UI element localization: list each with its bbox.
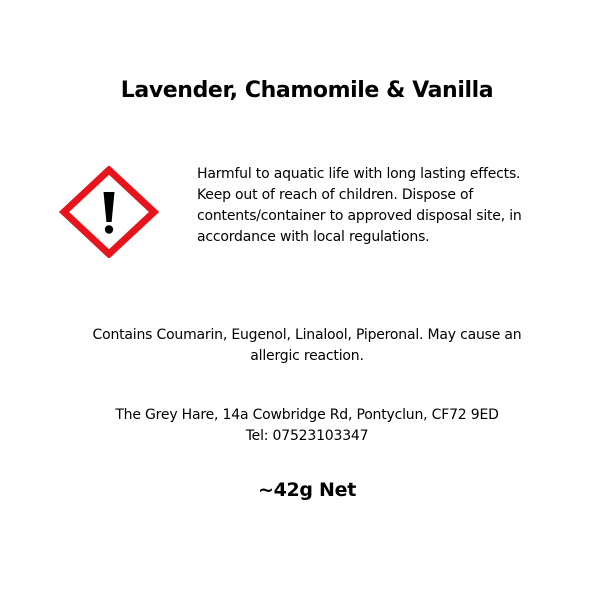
net-weight: ~42g Net bbox=[257, 479, 357, 501]
exclamation-mark-hazard-icon bbox=[58, 166, 160, 258]
allergen-line: allergic reaction. bbox=[250, 348, 364, 364]
address-line: The Grey Hare, 14a Cowbridge Rd, Pontyclun, CF72 9ED bbox=[115, 407, 499, 423]
hazard-exclamation-dot bbox=[105, 225, 113, 233]
warning-line: contents/container to approved disposal site, in bbox=[197, 208, 522, 224]
product-title: Lavender, Chamomile & Vanilla bbox=[120, 78, 494, 103]
warning-line: accordance with local regulations. bbox=[197, 229, 430, 245]
phone-line: Tel: 07523103347 bbox=[245, 428, 369, 444]
allergen-statement bbox=[0, 325, 614, 367]
warning-line: Harmful to aquatic life with long lasting effects. bbox=[197, 166, 521, 182]
hazard-warning-text bbox=[197, 164, 567, 248]
warning-line: Keep out of reach of children. Dispose of bbox=[197, 187, 474, 203]
allergen-line: Contains Coumarin, Eugenol, Linalool, Piperonal. May cause an bbox=[92, 327, 522, 343]
supplier-address bbox=[0, 405, 614, 447]
